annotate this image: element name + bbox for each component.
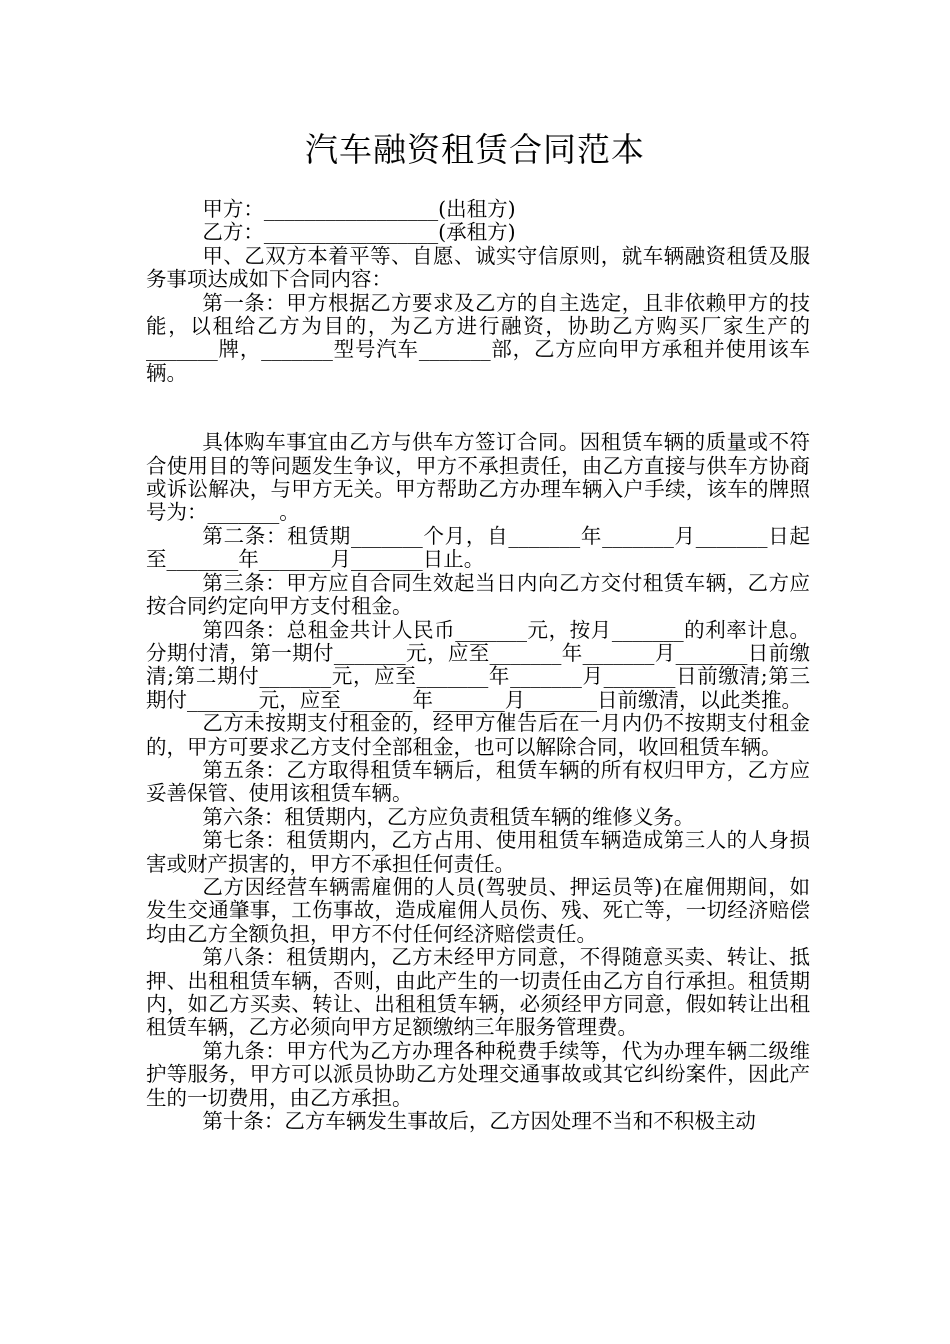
late-payment-paragraph: 乙方未按期支付租金的，经甲方催告后在一月内仍不按期支付租金的，甲方可要求乙方支付全部租金，也可以解除合同，收回租赁车辆。: [146, 711, 810, 759]
article-6-paragraph: 第六条：租赁期内，乙方应负责租赁车辆的维修义务。: [202, 804, 695, 829]
document-body: [146, 198, 810, 1133]
article-3-paragraph: 第三条：甲方应自合同生效起当日内向乙方交付租赁车辆，乙方应按合同约定向甲方支付租金。: [146, 570, 810, 619]
purchase-details-paragraph: 具体购车事宜由乙方与供车方签订合同。因租赁车辆的质量或不符合使用目的等问题发生争议，甲方不承担责任，由乙方直接与供车方协商或诉讼解决，与甲方无关。甲方帮助乙方办理车辆入户手续，该车的牌照号为：_______。: [146, 430, 810, 525]
article-9-paragraph: 第九条：甲方代为乙方办理各种税费手续等，代为办理车辆二级维护等服务，甲方可以派员协助乙方处理交通事故或其它纠纷案件，因此产生的一切费用，由乙方承担。: [146, 1038, 810, 1110]
article-5-paragraph: 第五条：乙方取得租赁车辆后，租赁车辆的所有权归甲方，乙方应妥善保管、使用该租赁车辆。: [146, 757, 810, 806]
party-b-line: 乙方：_________________(承租方): [202, 220, 516, 245]
party-a-line: 甲方：_________________(出租方): [202, 197, 516, 221]
preamble-paragraph: 甲、乙双方本着平等、自愿、诚实守信原则，就车辆融资租赁及服务事项达成如下合同内容：: [146, 243, 810, 292]
article-10-paragraph: 第十条：乙方车辆发生事故后，乙方因处理不当和不积极主动: [202, 1109, 756, 1134]
employee-liability-paragraph: 乙方因经营车辆需雇佣的人员(驾驶员、押运员等)在雇佣期间，如发生交通肇事，工伤事故，造成雇佣人员伤、残、死亡等，一切经济赔偿均由乙方全额负担，甲方不付任何经济赔偿责任。: [146, 874, 810, 946]
article-4-paragraph: 第四条：总租金共计人民币_______元，按月_______的利率计息。分期付清，第一期付_______元，应至_______年_______月_______日前缴清;第二期付_______元，应至_______年_______月_______日前缴清;第三期付_______元，应至_______年_______月_______日前缴清，以此类推。: [146, 617, 810, 712]
article-2-paragraph: 第二条：租赁期_______个月，自_______年_______月_______日起至_______年_______月_______日止。: [146, 523, 810, 572]
article-8-paragraph: 第八条：租赁期内，乙方未经甲方同意，不得随意买卖、转让、抵押、出租租赁车辆，否则，由此产生的一切责任由乙方自行承担。租赁期内，如乙方买卖、转让、出租租赁车辆，必须经甲方同意，假如转让出租租赁车辆，乙方必须向甲方足额缴纳三年服务管理费。: [146, 945, 810, 1040]
article-1-paragraph: 第一条：甲方根据乙方要求及乙方的自主选定，且非依赖甲方的技能，以租给乙方为目的，为乙方进行融资，协助乙方购买厂家生产的_______牌，_______型号汽车_______部，乙方应向甲方承租并使用该车辆。: [146, 290, 810, 385]
document-title: 汽车融资租赁合同范本: [305, 130, 645, 169]
article-7-paragraph: 第七条：租赁期内，乙方占用、使用租赁车辆造成第三人的人身损害或财产损害的，甲方不承担任何责任。: [146, 828, 810, 876]
